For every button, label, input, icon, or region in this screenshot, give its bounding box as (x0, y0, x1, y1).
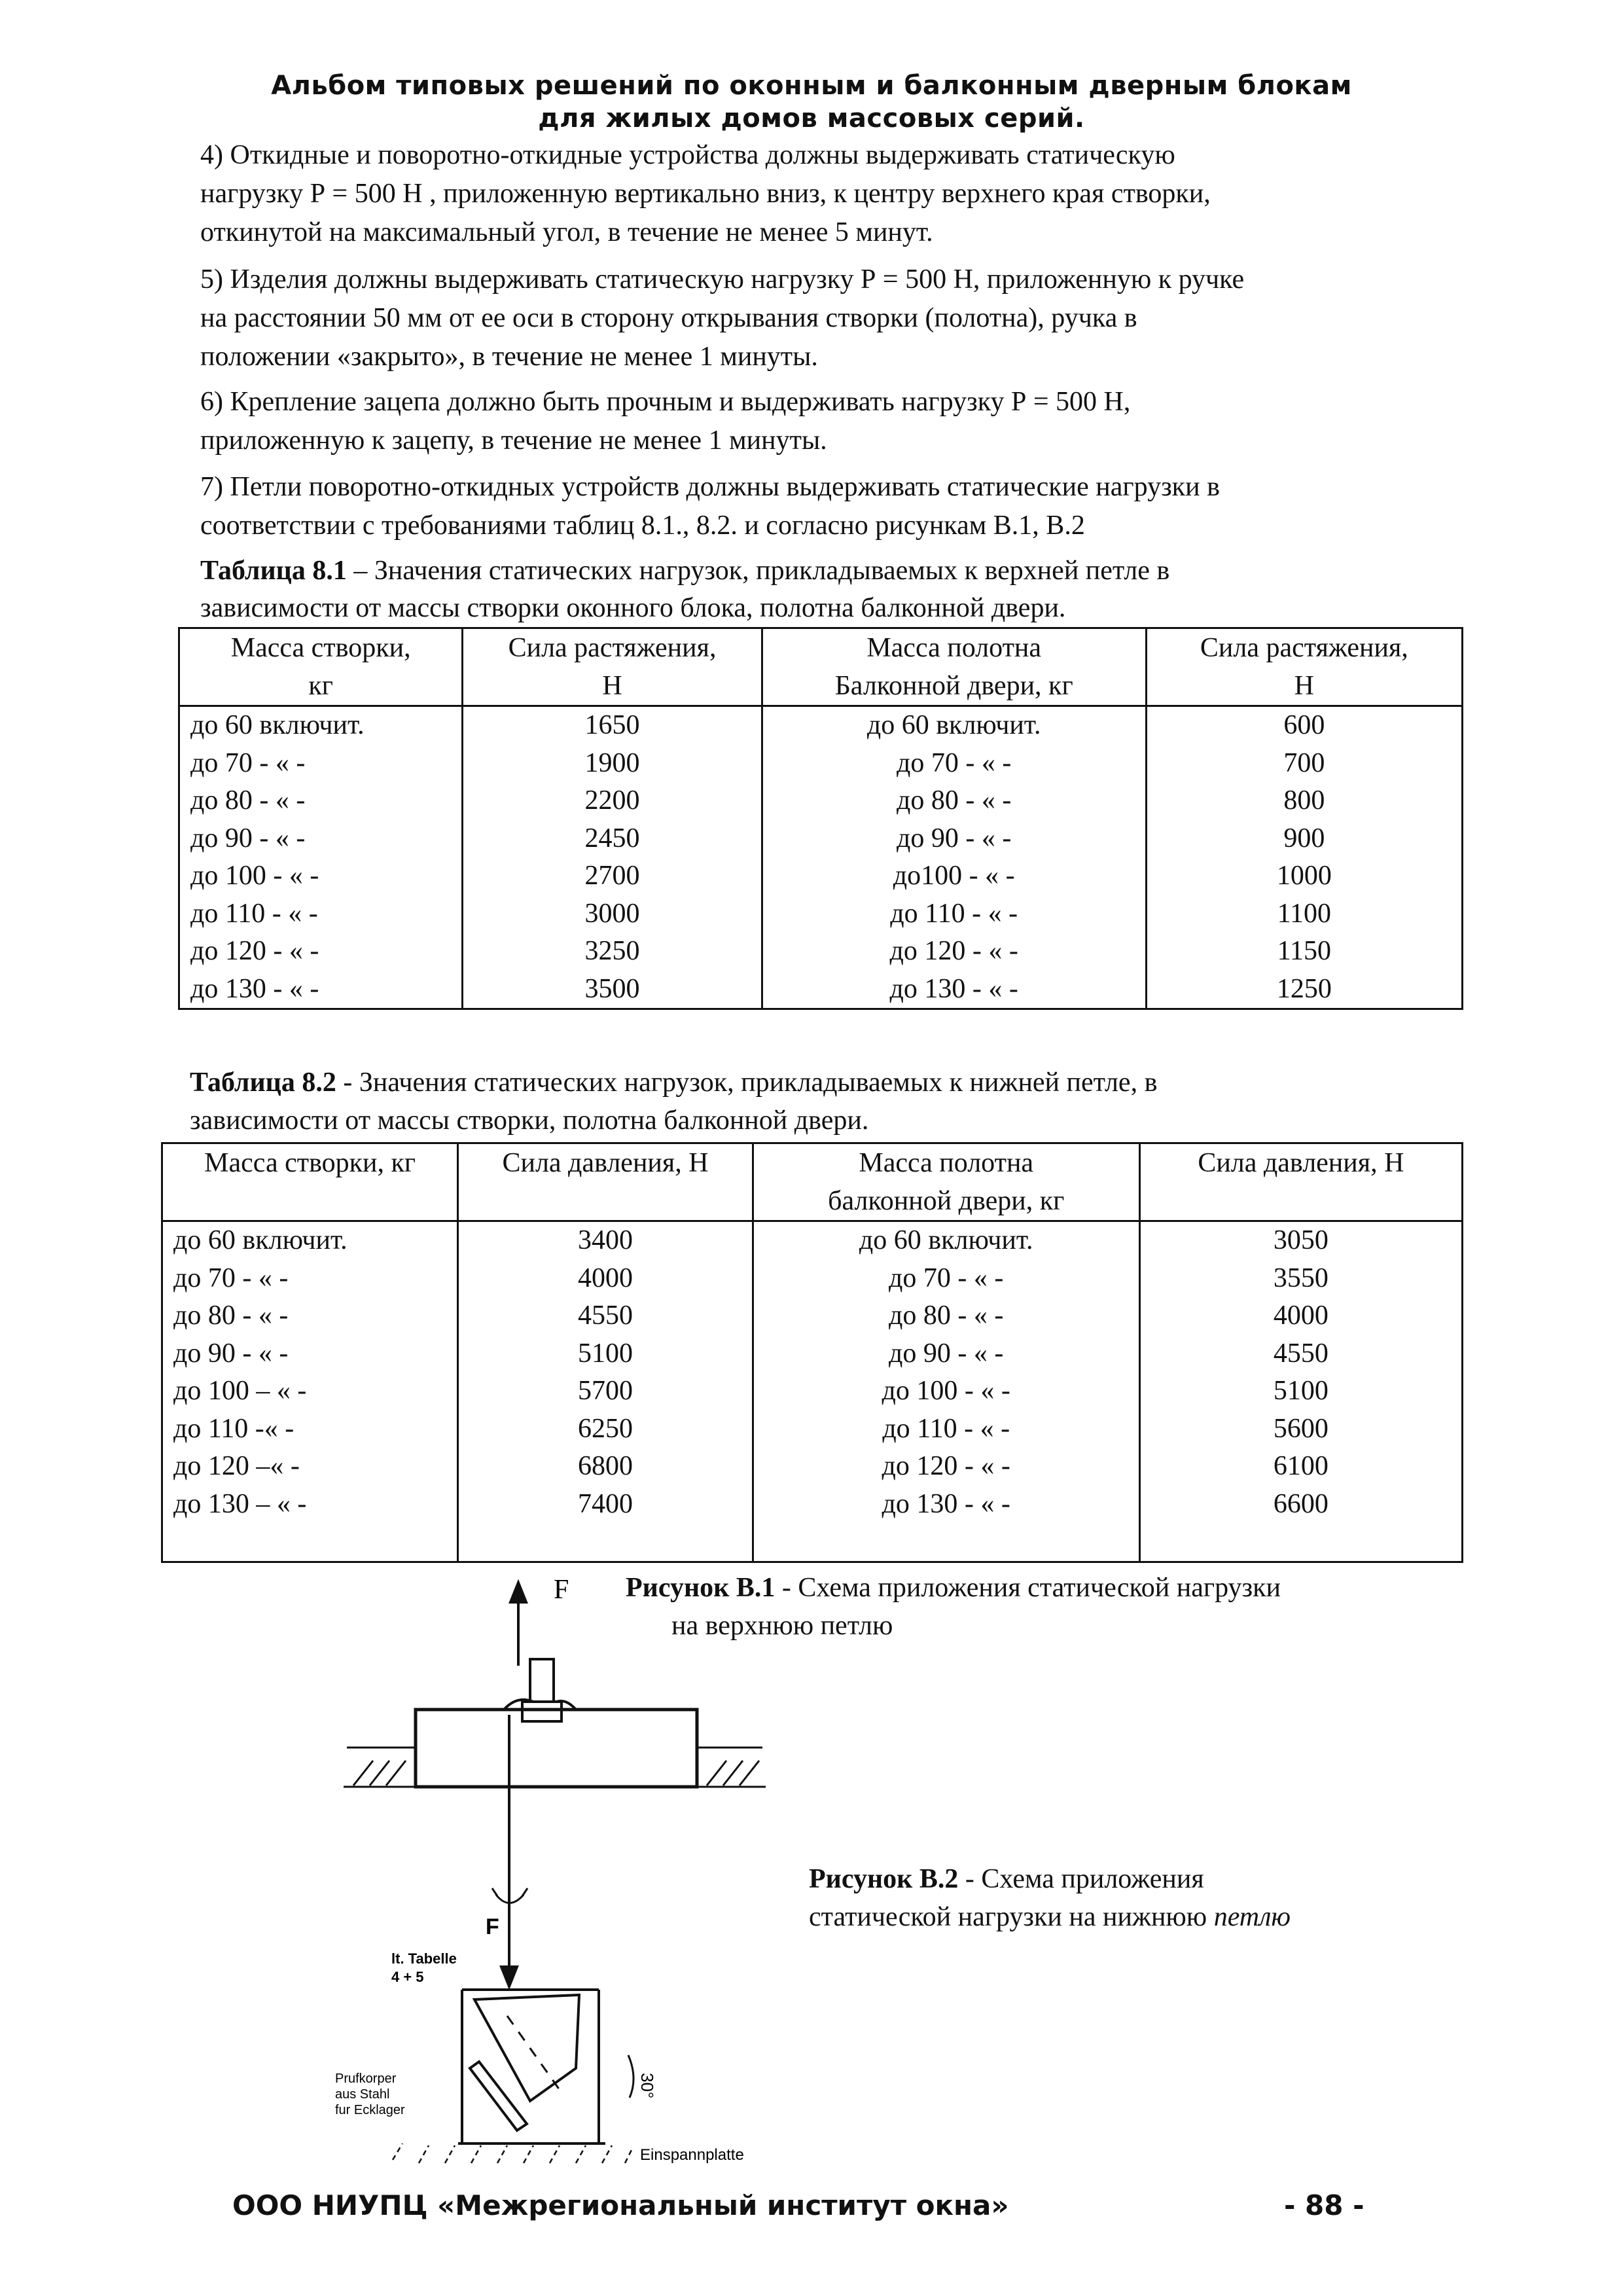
figure1-caption-number: Рисунок В.1 (626, 1573, 776, 1603)
paragraph-line: нагрузку Р = 500 Н , приложенную вертикально вниз, к центру верхнего края створки, (200, 179, 1211, 209)
angle-label: 30° (637, 2073, 657, 2099)
table-cell: 7400 (458, 1486, 753, 1524)
table-cell: до 60 включит. (753, 1221, 1139, 1260)
header-line: балконной двери, кг (828, 1186, 1065, 1216)
table1-caption-line2: зависимости от массы створки оконного блока, полотна балконной двери. (200, 593, 1066, 623)
header-line: Сила растяжения, (508, 633, 717, 663)
table-cell: до 70 - « - (762, 745, 1146, 783)
footer-organization: ООО НИУПЦ «Межрегиональный институт окна» (232, 2189, 1009, 2221)
table2-caption-number: Таблица 8.2 (190, 1067, 336, 1098)
table-cell: 5600 (1139, 1410, 1462, 1448)
table-cell: до 120 –« - (162, 1448, 458, 1486)
table-cell: до 60 включит. (179, 706, 463, 745)
tabelle-label: 4 + 5 (391, 1969, 424, 1985)
figure2-caption-number: Рисунок В.2 (809, 1864, 959, 1894)
table-cell: до 70 - « - (162, 1260, 458, 1298)
table-cell: 2700 (463, 857, 762, 895)
table-cell: 6800 (458, 1448, 753, 1486)
table-cell: до100 - « - (762, 857, 1146, 895)
table-cell: до 90 - « - (179, 820, 463, 858)
table-cell: 6600 (1139, 1486, 1462, 1524)
figure1-caption-text: - Схема приложения статической нагрузки (775, 1573, 1281, 1603)
table-cell: до 120 - « - (179, 933, 463, 971)
paragraph-line: соответствии с требованиями таблиц 8.1., 8.2. и согласно рисункам В.1, В.2 (200, 511, 1085, 541)
table-cell: 2450 (463, 820, 762, 858)
header-line: Сила растяжения, (1200, 633, 1408, 663)
table-cell: до 130 - « - (753, 1486, 1139, 1524)
table-cell: до 90 - « - (762, 820, 1146, 858)
table-cell: 1000 (1146, 857, 1462, 895)
header-line: кг (308, 671, 333, 701)
table-cell: до 120 - « - (762, 933, 1146, 971)
header-line: Масса створки, кг (204, 1148, 416, 1178)
table-cell: 1650 (463, 706, 762, 745)
figure2-force-label: F (486, 1914, 499, 1939)
paragraph-line: 7) Петли поворотно-откидных устройств должны выдерживать статические нагрузки в (200, 472, 1220, 502)
table-cell: до 110 -« - (162, 1410, 458, 1448)
test-fixture (458, 1990, 605, 2144)
page-number: - 88 - (1284, 2189, 1364, 2221)
paragraph-line: 5) Изделия должны выдерживать статическую нагрузку Р = 500 Н, приложенную к ручке (200, 264, 1245, 295)
figure2-caption-text: статической нагрузки на нижнюю (809, 1902, 1214, 1932)
table-cell: 800 (1146, 782, 1462, 820)
paragraph-line: приложенную к зацепу, в течение не менее 1 минуты. (200, 425, 827, 456)
header-line: Масса полотна (859, 1148, 1034, 1178)
table-cell: до 110 - « - (762, 895, 1146, 933)
table-cell: до 70 - « - (753, 1260, 1139, 1298)
table-cell: до 130 - « - (762, 971, 1146, 1009)
table-cell: до 90 - « - (162, 1335, 458, 1373)
table-cell: 5100 (1139, 1372, 1462, 1410)
header-line: Н (602, 671, 622, 701)
table-cell: 4000 (458, 1260, 753, 1298)
figure1-force-label: F (554, 1575, 569, 1605)
table-cell: 4550 (1139, 1335, 1462, 1373)
table-cell: до 110 - « - (179, 895, 463, 933)
table-cell: 1900 (463, 745, 762, 783)
table-cell: до 90 - « - (753, 1335, 1139, 1373)
tabelle-label: lt. Tabelle (391, 1950, 457, 1967)
table-cell: до 100 - « - (753, 1372, 1139, 1410)
table2-caption-text: - Значения статических нагрузок, прикладываемых к нижней петле, в (336, 1067, 1158, 1098)
figure2-caption-italic: петлю (1213, 1902, 1291, 1932)
table-cell: 3000 (463, 895, 762, 933)
header-title-line1: Альбом типовых решений по оконным и балконным дверным блокам (271, 71, 1352, 101)
table-cell: 3400 (458, 1221, 753, 1260)
test-body-label: fur Ecklager (335, 2103, 405, 2117)
table1-caption-text: – Значения статических нагрузок, прикладываемых к верхней петле в (346, 556, 1170, 586)
table-cell: до 110 - « - (753, 1410, 1139, 1448)
table-cell: 3050 (1139, 1221, 1462, 1260)
table-cell: до 70 - « - (179, 745, 463, 783)
upward-force-arrow (510, 1583, 526, 1666)
table-cell: 3500 (463, 971, 762, 1009)
table-cell: 900 (1146, 820, 1462, 858)
base-plate-hatching (393, 2144, 632, 2163)
table-cell: 5700 (458, 1372, 753, 1410)
table-cell: 6100 (1139, 1448, 1462, 1486)
figure1-caption-line2: на верхнюю петлю (671, 1611, 893, 1641)
header-line: Сила давления, Н (1198, 1148, 1404, 1178)
header-line: Сила давления, Н (502, 1148, 709, 1178)
table-cell: до 60 включит. (162, 1221, 458, 1260)
wall-hatching (344, 1748, 766, 1787)
table-cell: до 130 - « - (179, 971, 463, 1009)
table-cell: 600 (1146, 706, 1462, 745)
test-body-label: aus Stahl (335, 2087, 390, 2102)
figure2-caption-text: - Схема приложения (958, 1864, 1204, 1894)
table-cell: 5100 (458, 1335, 753, 1373)
downward-force-arrow (501, 1715, 517, 1986)
table-cell: 6250 (458, 1410, 753, 1448)
table-cell: до 120 - « - (753, 1448, 1139, 1486)
angle-arc (628, 2055, 633, 2098)
header-line: Н (1294, 671, 1314, 701)
table-cell: 1100 (1146, 895, 1462, 933)
plate-label: Einspannplatte (640, 2146, 744, 2164)
top-hinge (504, 1659, 576, 1721)
table-cell: до 130 – « - (162, 1486, 458, 1524)
table-cell: 4550 (458, 1297, 753, 1335)
paragraph-line: откинутой на максимальный угол, в течение не менее 5 минут. (200, 217, 933, 247)
table-cell: до 100 - « - (179, 857, 463, 895)
table-cell: 3550 (1139, 1260, 1462, 1298)
table-cell: до 60 включит. (762, 706, 1146, 745)
header-line: Балконной двери, кг (834, 671, 1073, 701)
paragraph-line: положении «закрыто», в течение не менее 1 минуты. (200, 342, 818, 372)
table-cell: 2200 (463, 782, 762, 820)
paragraph-line: 6) Крепление зацепа должно быть прочным и выдерживать нагрузку Р = 500 Н, (200, 387, 1131, 417)
header-line: Масса полотна (866, 633, 1042, 663)
test-body-label: Prufkorper (335, 2072, 397, 2086)
table-cell: до 100 – « - (162, 1372, 458, 1410)
table-cell: 4000 (1139, 1297, 1462, 1335)
paragraph-line: на расстоянии 50 мм от ее оси в сторону открывания створки (полотна), ручка в (200, 303, 1137, 333)
paragraph-line: 4) Откидные и поворотно-откидные устройства должны выдерживать статическую (200, 140, 1175, 170)
table1-caption-number: Таблица 8.1 (200, 556, 347, 586)
table-cell: до 80 - « - (762, 782, 1146, 820)
table-cell: до 80 - « - (179, 782, 463, 820)
table2-caption-line2: зависимости от массы створки, полотна балконной двери. (190, 1105, 869, 1136)
header-line: Масса створки, (230, 633, 411, 663)
header-title-line2: для жилых домов массовых серий. (538, 103, 1085, 134)
table-cell: 1250 (1146, 971, 1462, 1009)
table-cell: 3250 (463, 933, 762, 971)
table-cell: 1150 (1146, 933, 1462, 971)
table-cell: 700 (1146, 745, 1462, 783)
table-cell: до 80 - « - (753, 1297, 1139, 1335)
table-cell: до 80 - « - (162, 1297, 458, 1335)
